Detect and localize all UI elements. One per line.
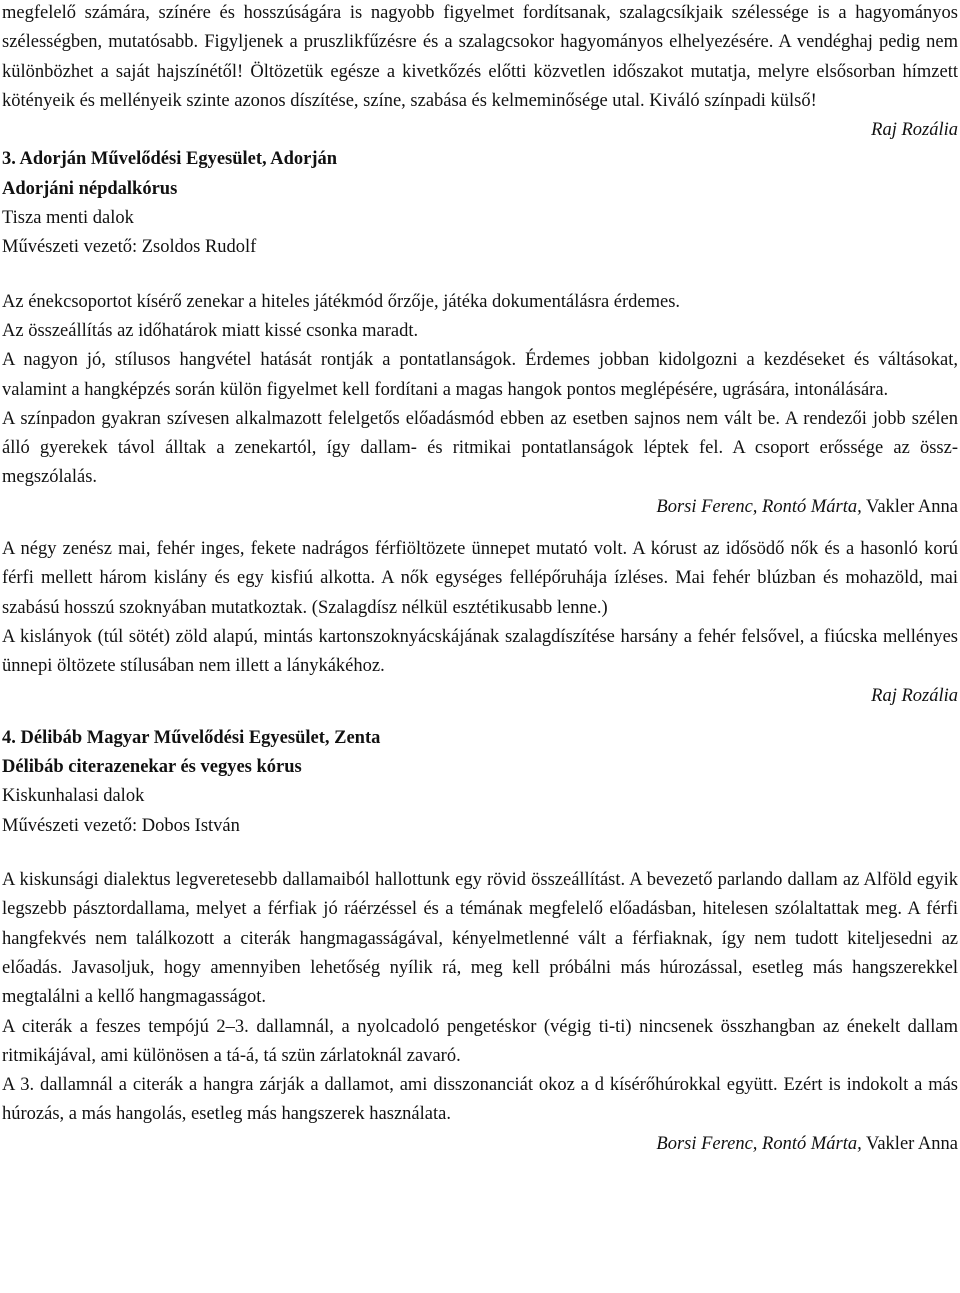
section-3-paragraph-1: Az énekcsoportot kísérő zenekar a hiteles játékmód őrzője, játéka dokumentálásra érdemes.: [2, 291, 681, 312]
section-4-paragraph-3: A 3. dallamnál a citerák a hangra zárják a dallamot, ami disszonanciát okoz a d kísérőhúrokkal együtt. Ezért is indokolt a más húrozás, a más hangolás, esetleg más hangszerek használata.: [2, 1075, 958, 1125]
signature-borsi-ronto-vakler-1: [2, 493, 958, 522]
section-3-ensemble: Adorjáni népdalkórus: [2, 178, 178, 199]
section-3-program: Tisza menti dalok: [2, 208, 134, 229]
section-3-paragraph-4: A színpadon gyakran szívesen alkalmazott felelgetős előadásmód ebben az esetben sajnos nem vált be. A rendezői jobb szélen álló gyerekek távol álltak a zenekartól, így dallam- és ritmikai pontatlanságok léptek fel. A csoport erőssége az össz-megszólalás.: [2, 408, 958, 488]
section-4-org: Délibáb Magyar Művelődési Egyesület, Zenta: [20, 727, 381, 748]
section-3-heading: [2, 145, 958, 174]
section-4-ensemble: Délibáb citerazenekar és vegyes kórus: [2, 757, 302, 778]
section-4-paragraph-1: A kiskunsági dialektus legveretesebb dallamaiból hallottunk egy rövid összeállítást. A bevezető parlando dallam az Alföld egyik legszebb pásztordallama, melyet a férfiak jó ráérzéssel és a témának megfelelő előadásban, hitelesen szólaltattak meg. A férfi hangfekvés nem találkozott a citerák hangmagasságával, kényelmetlenné vált a férfiaknak, így nem tudott kiteljesedni az előadás. Javasoljuk, hogy amennyiben lehetőség nyílik rá, meg kell próbálni más húrozással, esetleg más hangszerekkel megtalálni a kellő hangmagasságot.: [2, 870, 958, 1008]
section-4-heading: [2, 724, 958, 753]
section-4-number: 4.: [2, 727, 16, 748]
section-3: [2, 145, 958, 710]
section-3-org: Adorján Művelődési Egyesület, Adorján: [19, 149, 338, 170]
section-4-paragraph-2: A citerák a feszes tempójú 2–3. dallamnál, a nyolcadoló pengetéskor (végig ti-ti) nincsenek összhangban az énekelt dallam ritmikájával, ami különösen a tá-á, tá szün zárlatoknál zavaró.: [2, 1016, 958, 1066]
section-3-paragraph-3: A nagyon jó, stílusos hangvétel hatását rontják a pontatlanságok. Érdemes jobban kidolgozni a kezdéseket és váltásokat, valamint a hangképzés során külön figyelmet kell fordítani a magas hangok pontos meglépésére, ugrására, intonálására.: [2, 350, 958, 400]
spacer: [2, 711, 958, 724]
section-3-costume-paragraph-2: A kislányok (túl sötét) zöld alapú, mintás kartonszoknyácskájának szalagdíszítése harsány a fehér felsővel, a fiúcska mellényes ünnepi öltözete stílusában nem illett a lánykákéhoz.: [2, 626, 958, 677]
section-4-leader: Művészeti vezető: Dobos István: [2, 815, 240, 836]
signature-raj-rozalia-1: Raj Rozália: [871, 120, 958, 141]
signature-plain-name: Vakler Anna: [861, 496, 958, 517]
section-4: [2, 724, 958, 1159]
section-3-paragraph-2: Az összeállítás az időhatárok miatt kissé csonka maradt.: [2, 320, 419, 341]
signature-borsi-ronto-vakler-2: [2, 1130, 958, 1159]
spacer: [2, 522, 958, 535]
signature-italic-names: Borsi Ferenc, Rontó Márta,: [656, 1133, 862, 1154]
spacer: [2, 841, 958, 866]
paragraph-top-continuation: megfelelő számára, színére és hosszúságára is nagyobb figyelmet fordítsanak, szalagcsíkjaik szélessége is a hagyományos szélességben, mutatósabb. Figyljenek a pruszlikfűzésre és a szalagcsokor hagyományos elhelyezésére. A vendéghaj pedig nem különbözhet a saját hajszínétől! Öltözetük egésze a kivetkőzés előtti közvetlen időszakot mutatja, melyre elsősorban hímzett kötényeik és mellényeik szinte azonos díszítése, színe, szabása és kelmeminősége utal. Kiváló színpadi külső!: [2, 3, 958, 111]
signature-plain-name: Vakler Anna: [861, 1133, 958, 1154]
section-3-costume-paragraph-1: A négy zenész mai, fehér inges, fekete nadrágos férfiöltözete ünnepet mutató volt. A kórust az idősödő nők és a hasonló korú férfi mellett három kislány és egy kisfiú alkotta. A nők egységes fellépőruhája ízléses. Mai fehér blúzban és mohazöld, mai szabású hosszú szoknyában mutatkoztak. (Szalagdísz nélkül esztétikusabb lenne.): [2, 539, 958, 618]
signature-italic-names: Borsi Ferenc, Rontó Márta,: [656, 496, 862, 517]
section-3-leader: Művészeti vezető: Zsoldos Rudolf: [2, 237, 257, 258]
section-3-number: 3.: [2, 149, 16, 170]
signature-raj-rozalia-2: Raj Rozália: [871, 685, 958, 706]
section-4-program: Kiskunhalasi dalok: [2, 786, 145, 807]
spacer: [2, 263, 958, 288]
